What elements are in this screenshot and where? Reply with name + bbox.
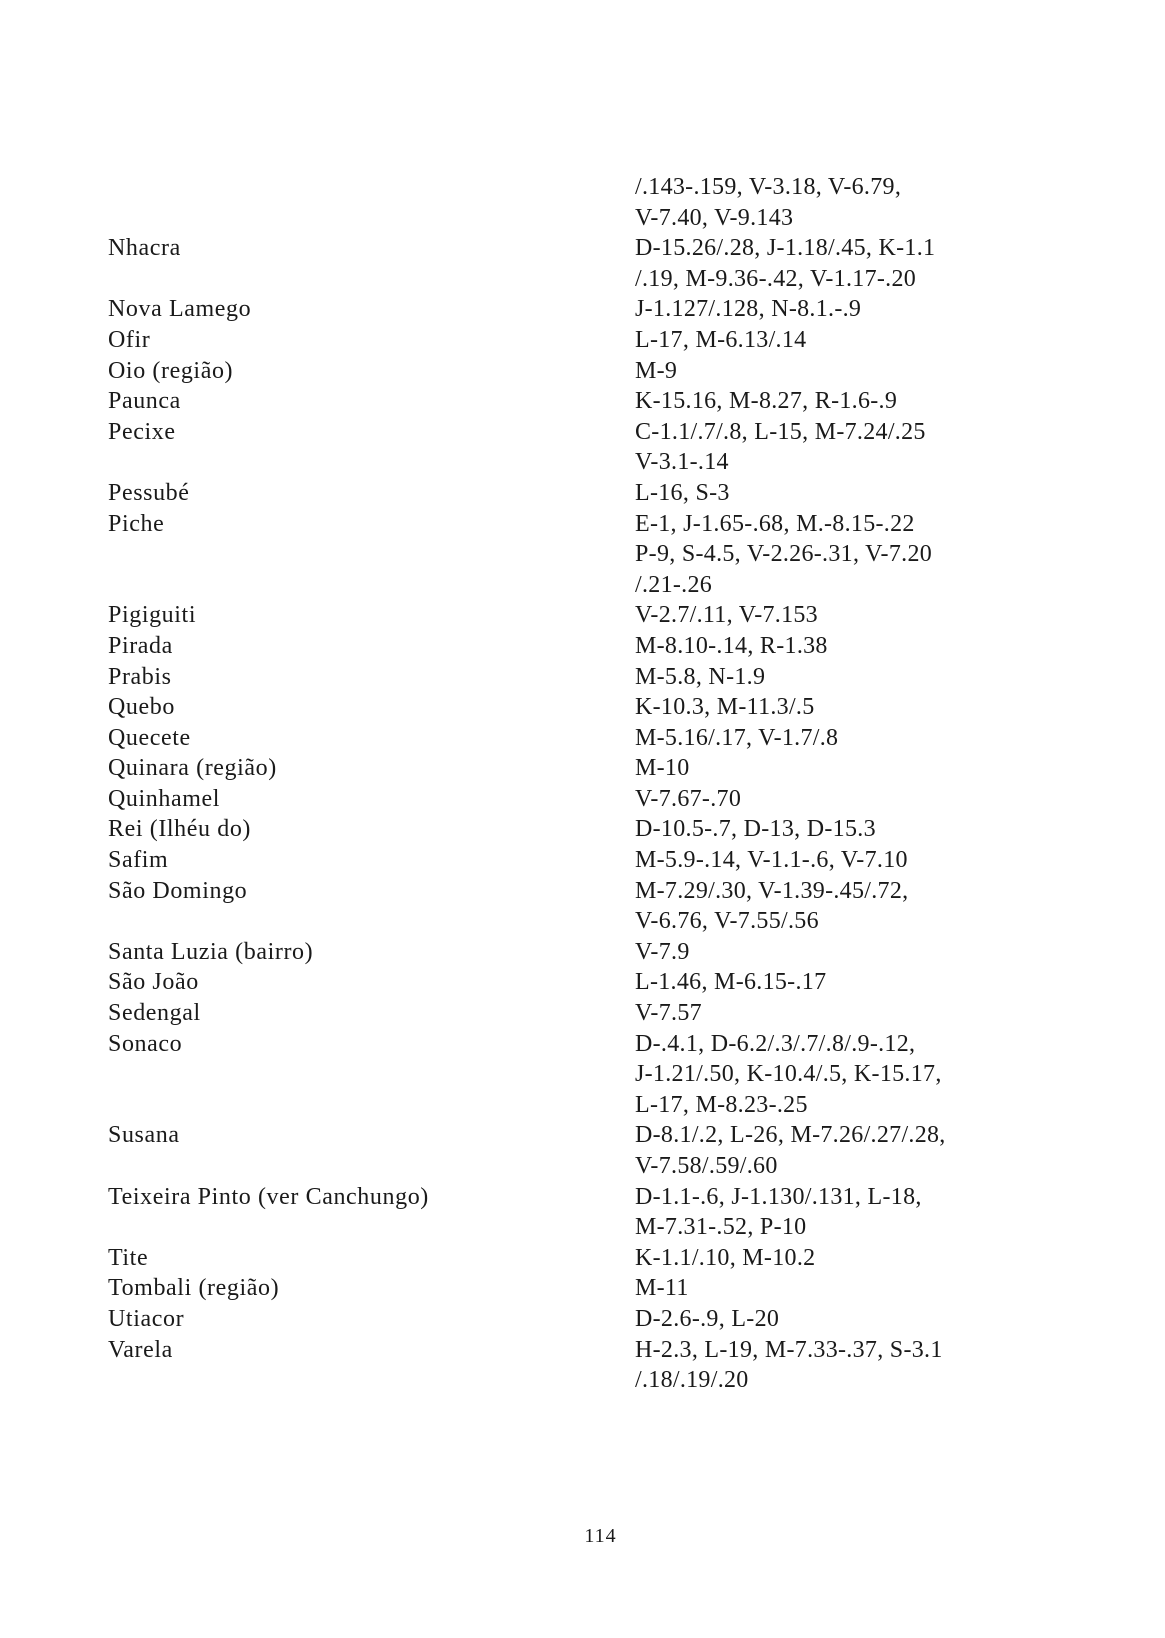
index-entry [108,784,1008,815]
reference-codes [635,356,1008,387]
index-entry [108,325,1008,356]
reference-line: D-8.1/.2, L-26, M-7.26/.27/.28, [635,1122,946,1149]
index-entry [108,1120,1008,1181]
place-name: Susana [108,1122,180,1149]
index-entry [108,662,1008,693]
index-entry [108,692,1008,723]
reference-line: V-7.40, V-9.143 [635,204,794,231]
reference-line: M-5.9-.14, V-1.1-.6, V-7.10 [635,847,908,874]
reference-line: M-10 [635,755,690,782]
index-entry [108,753,1008,784]
reference-line: D-1.1-.6, J-1.130/.131, L-18, [635,1183,922,1210]
reference-line: J-1.127/.128, N-8.1.-.9 [635,296,862,323]
place-name: Teixeira Pinto (ver Canchungo) [108,1183,429,1210]
place-name: Pigiguiti [108,602,197,629]
place-name: Utiacor [108,1305,185,1332]
index-entry [108,937,1008,968]
reference-line: D-2.6-.9, L-20 [635,1305,780,1332]
reference-line: E-1, J-1.65-.68, M.-8.15-.22 [635,510,915,537]
index-entry [108,478,1008,509]
place-name: Pirada [108,632,173,659]
reference-line: M-11 [635,1275,689,1302]
index-entry [108,1273,1008,1304]
index-entry [108,172,1008,233]
reference-codes [635,325,1008,356]
place-name: Rei (Ilhéu do) [108,816,252,843]
reference-codes [635,478,1008,509]
reference-line: V-7.9 [635,938,690,965]
place-name: Quecete [108,724,191,751]
index-entry [108,1304,1008,1335]
reference-codes [635,509,1008,601]
place-name: Quebo [108,694,175,721]
place-name: Nova Lamego [108,296,252,323]
reference-codes [635,417,1008,478]
reference-line: M-9 [635,357,678,384]
place-name: São João [108,969,199,996]
reference-line: P-9, S-4.5, V-2.26-.31, V-7.20 [635,541,933,568]
reference-codes [635,631,1008,662]
reference-line: V-7.67-.70 [635,785,742,812]
reference-line: /.21-.26 [635,571,713,598]
index-entry [108,233,1008,294]
reference-line: L-1.46, M-6.15-.17 [635,969,827,996]
place-index-list [108,172,1008,1396]
place-name: Varela [108,1336,173,1363]
reference-line: M-7.29/.30, V-1.39-.45/.72, [635,877,909,904]
index-entry [108,876,1008,937]
reference-codes [635,814,1008,845]
index-entry [108,1335,1008,1396]
reference-line: M-8.10-.14, R-1.38 [635,632,828,659]
reference-line: M-5.16/.17, V-1.7/.8 [635,724,839,751]
reference-codes [635,937,1008,968]
place-name: São Domingo [108,877,248,904]
place-name: Tite [108,1244,149,1271]
reference-codes [635,876,1008,937]
reference-line: V-3.1-.14 [635,449,729,476]
place-name: Paunca [108,388,181,415]
reference-line: H-2.3, L-19, M-7.33-.37, S-3.1 [635,1336,943,1363]
reference-line: K-15.16, M-8.27, R-1.6-.9 [635,388,898,415]
index-entry [108,1243,1008,1274]
place-name: Santa Luzia (bairro) [108,938,314,965]
place-name: Prabis [108,663,172,690]
place-name: Nhacra [108,235,181,262]
reference-line: L-17, M-6.13/.14 [635,326,807,353]
reference-line: V-7.58/.59/.60 [635,1153,778,1179]
reference-codes [635,386,1008,417]
reference-codes [635,998,1008,1029]
index-entry [108,998,1008,1029]
index-entry [108,845,1008,876]
reference-codes [635,753,1008,784]
index-entry [108,1182,1008,1243]
index-entry [108,723,1008,754]
reference-line: C-1.1/.7/.8, L-15, M-7.24/.25 [635,418,926,445]
index-entry [108,1029,1008,1121]
reference-codes [635,723,1008,754]
reference-line: L-17, M-8.23-.25 [635,1091,808,1118]
reference-line: D-15.26/.28, J-1.18/.45, K-1.1 [635,235,936,262]
reference-codes [635,600,1008,631]
place-name: Ofir [108,326,151,353]
reference-line: V-2.7/.11, V-7.153 [635,602,818,629]
reference-line: M-7.31-.52, P-10 [635,1214,807,1241]
reference-codes [635,294,1008,325]
reference-codes [635,172,1008,233]
reference-codes [635,784,1008,815]
index-entry [108,967,1008,998]
reference-codes [635,1304,1008,1335]
index-entry [108,356,1008,387]
reference-codes [635,1273,1008,1304]
index-entry [108,386,1008,417]
page-number: 114 [584,1525,617,1547]
reference-line: /.18/.19/.20 [635,1367,749,1394]
reference-codes [635,692,1008,723]
index-entry [108,600,1008,631]
reference-codes [635,1120,1008,1181]
reference-line: J-1.21/.50, K-10.4/.5, K-15.17, [635,1061,942,1088]
index-entry [108,509,1008,601]
index-entry [108,814,1008,845]
reference-codes [635,1182,1008,1243]
reference-line: V-7.57 [635,1000,702,1027]
place-name: Pessubé [108,479,190,506]
reference-line: V-6.76, V-7.55/.56 [635,908,819,935]
reference-codes [635,1335,1008,1396]
reference-line: D-10.5-.7, D-13, D-15.3 [635,816,876,843]
reference-codes [635,845,1008,876]
index-entry [108,417,1008,478]
place-name: Sonaco [108,1030,183,1057]
index-entry [108,294,1008,325]
place-name: Piche [108,510,165,537]
place-name: Quinara (região) [108,755,277,782]
reference-codes [635,1029,1008,1121]
place-name: Tombali (região) [108,1275,280,1302]
place-name: Quinhamel [108,785,221,812]
reference-line: K-10.3, M-11.3/.5 [635,694,815,721]
reference-line: /.19, M-9.36-.42, V-1.17-.20 [635,265,917,292]
reference-line: D-.4.1, D-6.2/.3/.7/.8/.9-.12, [635,1030,916,1057]
reference-codes [635,233,1008,294]
index-entry [108,631,1008,662]
reference-line: K-1.1/.10, M-10.2 [635,1244,816,1271]
reference-line: M-5.8, N-1.9 [635,663,766,690]
reference-line: L-16, S-3 [635,479,730,506]
place-name: Sedengal [108,1000,201,1027]
place-name: Safim [108,847,169,874]
place-name: Pecixe [108,418,176,445]
reference-codes [635,662,1008,693]
place-name: Oio (região) [108,357,234,384]
reference-codes [635,1243,1008,1274]
reference-line: /.143-.159, V-3.18, V-6.79, [635,174,902,200]
reference-codes [635,967,1008,998]
